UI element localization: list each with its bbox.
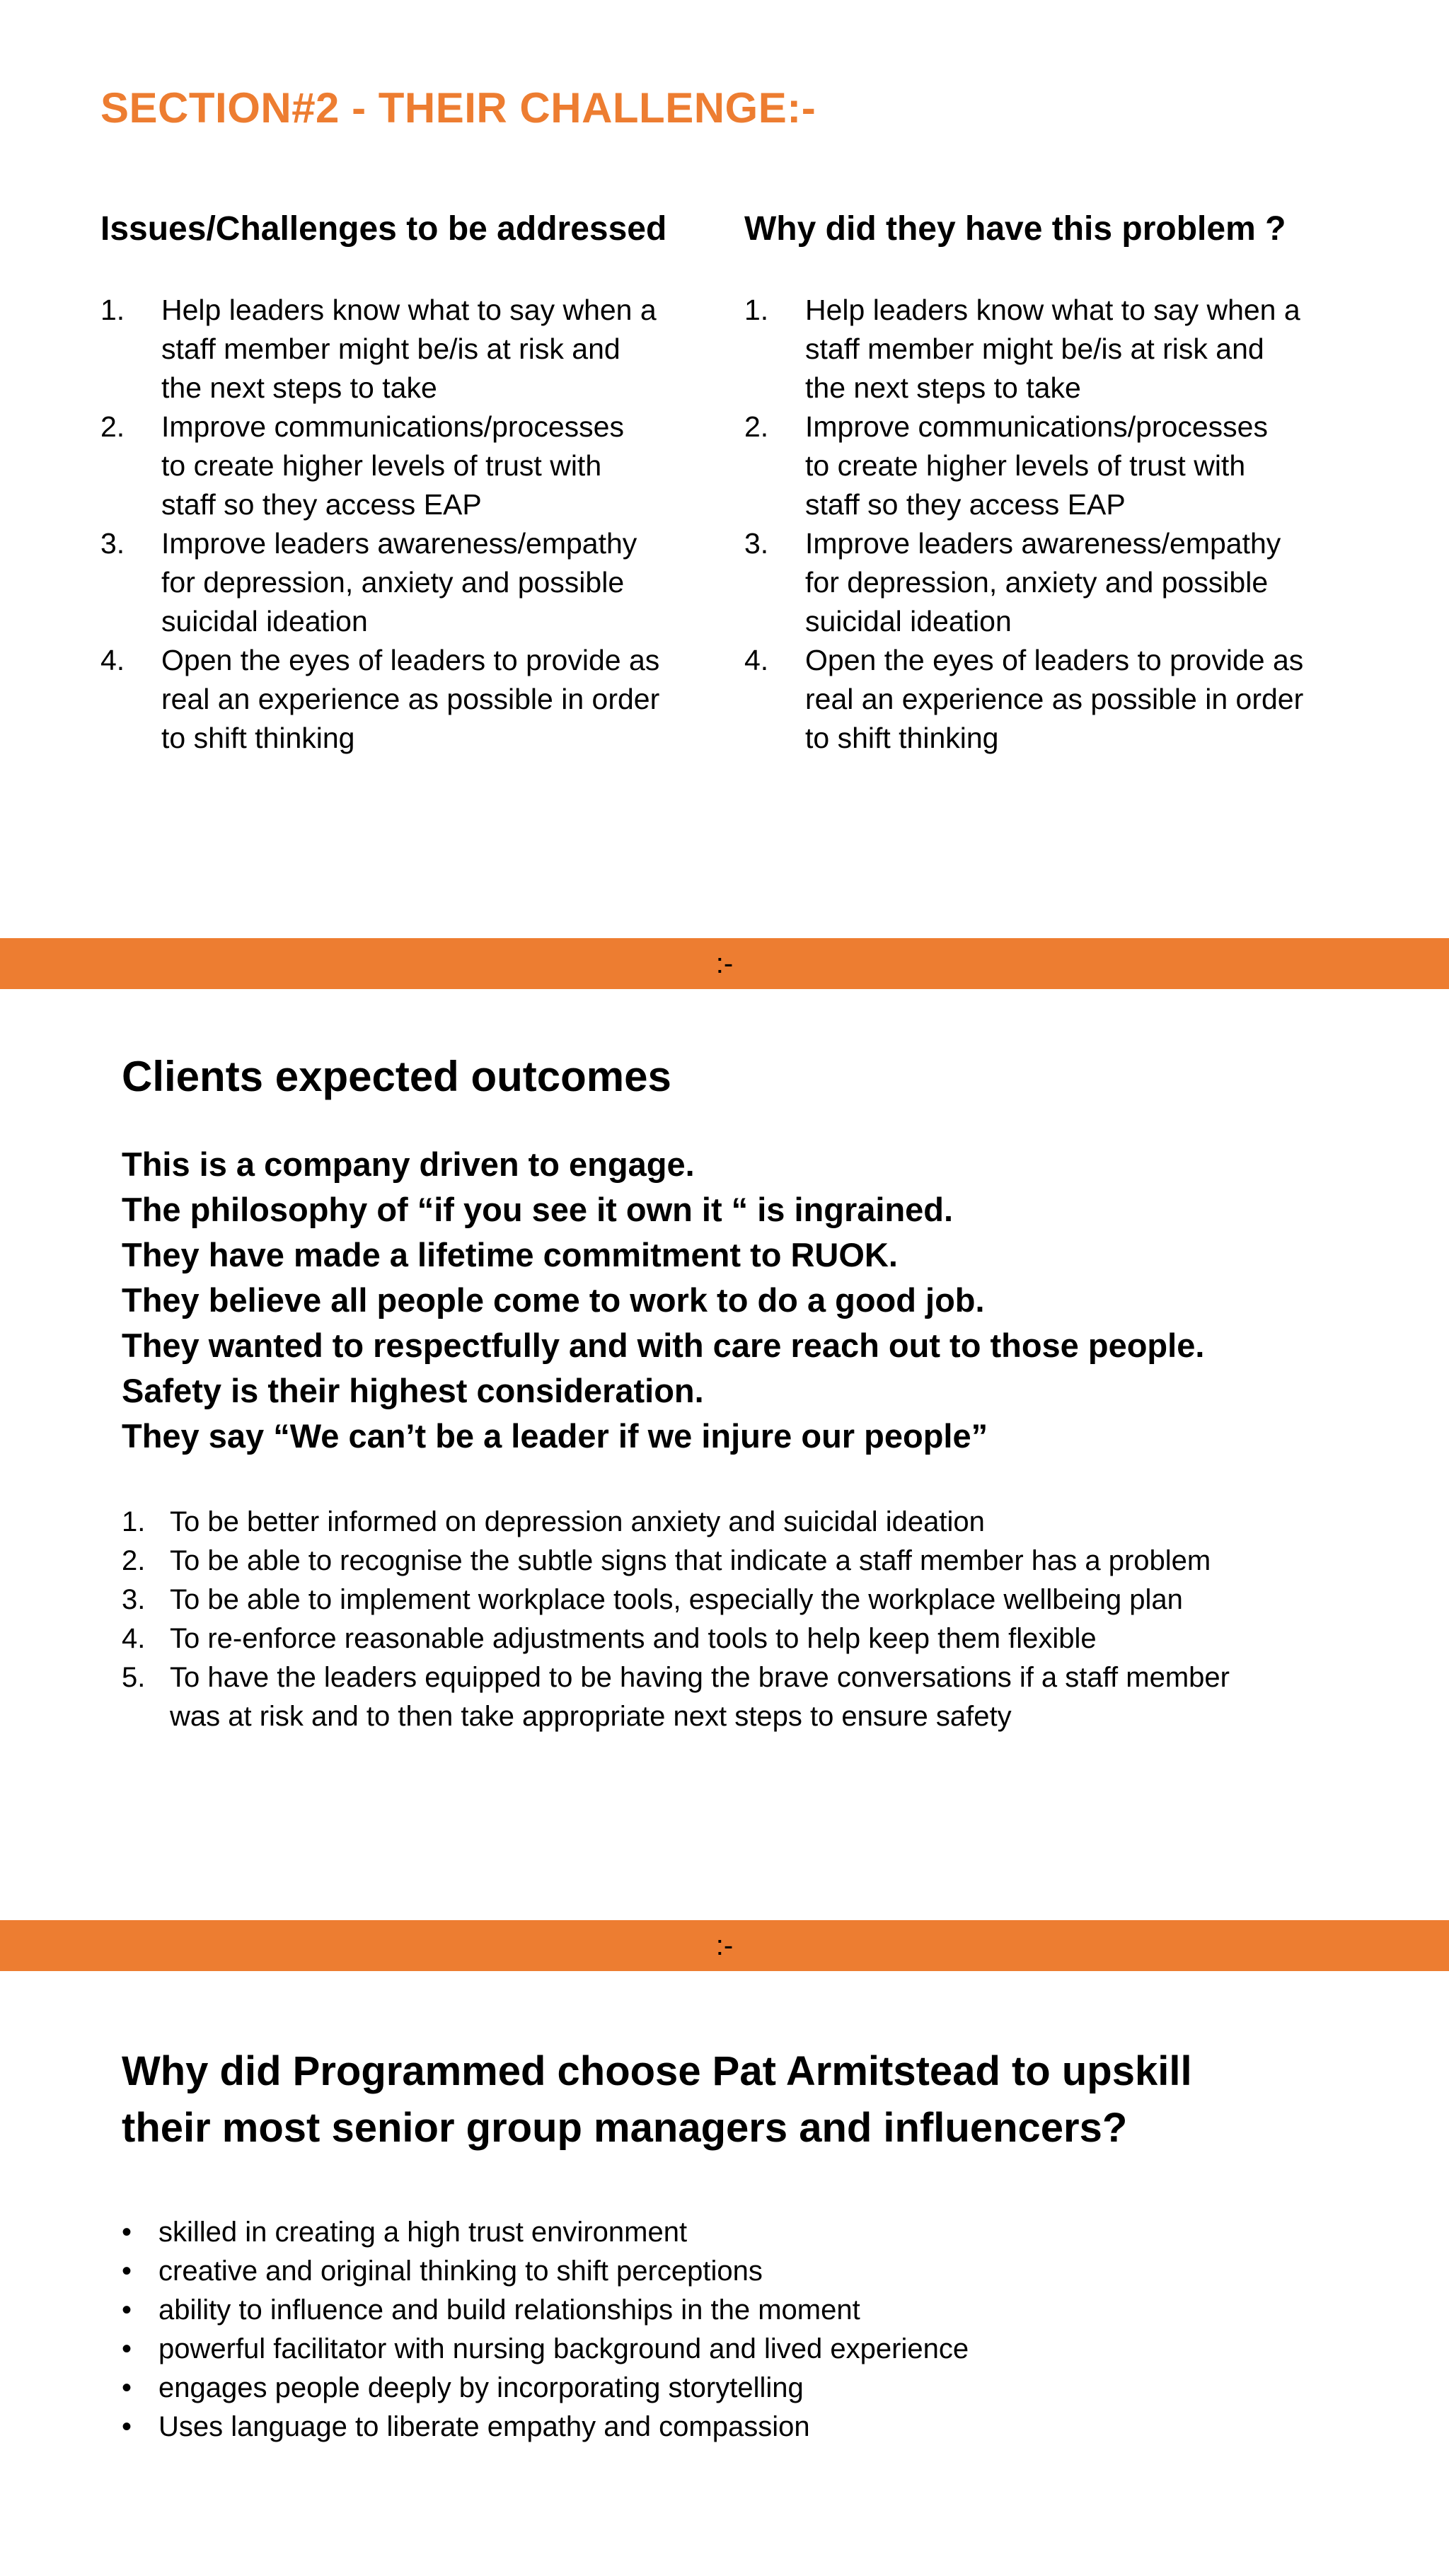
list-item-line: To be better informed on depression anxiety and suicidal ideation: [170, 1506, 985, 1537]
list-item: [122, 1542, 1395, 1581]
list-item-line: To have the leaders equipped to be having the brave conversations if a staff member: [170, 1662, 1230, 1693]
list-number: 1.: [100, 294, 125, 326]
bullet-item: [122, 2252, 1409, 2291]
bullet-icon: •: [122, 2294, 132, 2326]
bullet-text: Uses language to liberate empathy and compassion: [158, 2411, 810, 2442]
bullet-item: [122, 2330, 1409, 2369]
outcomes-list: [122, 1503, 1395, 1736]
band-text: :-: [715, 1929, 734, 1961]
list-item-line: staff so they access EAP: [161, 488, 482, 521]
list-item-line: Help leaders know what to say when a: [805, 294, 1300, 326]
list-item-line: staff member might be/is at risk and: [805, 333, 1264, 365]
list-item: [122, 1581, 1395, 1619]
list-item-line: Open the eyes of leaders to provide as: [161, 644, 660, 676]
issues-list: [100, 291, 681, 758]
divider-band: [0, 1920, 1449, 1971]
band-text: :-: [715, 947, 734, 979]
outcomes-statements: [122, 1142, 1395, 1459]
list-item-line: the next steps to take: [161, 371, 437, 404]
list-item-line: Improve leaders awareness/empathy: [805, 527, 1281, 560]
list-number: 2.: [744, 410, 769, 443]
bullet-icon: •: [122, 2333, 132, 2364]
statement-line: Safety is their highest consideration.: [122, 1372, 704, 1409]
list-item: [744, 524, 1367, 641]
why-heading: [122, 2043, 1409, 2156]
outcomes-section: [122, 1049, 1395, 1736]
divider-band: [0, 938, 1449, 989]
bullet-text: engages people deeply by incorporating storytelling: [158, 2372, 804, 2403]
problem-heading: Why did they have this problem ?: [744, 210, 1286, 248]
list-item: [744, 291, 1367, 408]
bullet-icon: •: [122, 2411, 132, 2442]
list-item-line: staff so they access EAP: [805, 488, 1126, 521]
bullet-text: creative and original thinking to shift perceptions: [158, 2256, 763, 2287]
list-item-line: Improve communications/processes: [805, 410, 1268, 443]
list-item-line: for depression, anxiety and possible: [161, 566, 625, 599]
why-heading-line: Why did Programmed choose Pat Armitstead to upskill: [122, 2048, 1192, 2094]
list-item: [744, 408, 1367, 524]
statement-line: They have made a lifetime commitment to RUOK.: [122, 1236, 898, 1273]
list-item-line: Improve leaders awareness/empathy: [161, 527, 637, 560]
bullet-item: [122, 2291, 1409, 2330]
list-item: [100, 641, 681, 758]
statement-line: This is a company driven to engage.: [122, 1145, 695, 1183]
list-number: 1.: [744, 294, 769, 326]
list-item: [100, 408, 681, 524]
list-item: [100, 291, 681, 408]
bullet-text: ability to influence and build relationships in the moment: [158, 2294, 860, 2326]
list-item-line: suicidal ideation: [161, 605, 368, 637]
list-item-line: real an experience as possible in order: [161, 683, 660, 715]
list-item-line: the next steps to take: [805, 371, 1081, 404]
list-number: 2.: [100, 410, 125, 443]
bullet-text: powerful facilitator with nursing background and lived experience: [158, 2333, 969, 2364]
list-number: 1.: [122, 1506, 146, 1537]
section-title: SECTION#2 - THEIR CHALLENGE:-: [100, 84, 816, 132]
bullet-item: [122, 2213, 1409, 2252]
list-number: 2.: [122, 1545, 146, 1576]
bullet-item: [122, 2408, 1409, 2447]
list-item-line: to shift thinking: [161, 722, 355, 754]
list-item: [122, 1658, 1395, 1736]
outcomes-heading: Clients expected outcomes: [122, 1053, 671, 1100]
list-item-line: for depression, anxiety and possible: [805, 566, 1269, 599]
list-item-line: Improve communications/processes: [161, 410, 624, 443]
list-number: 3.: [100, 527, 125, 560]
bullet-icon: •: [122, 2372, 132, 2403]
list-item-line: real an experience as possible in order: [805, 683, 1304, 715]
why-bullets: [122, 2213, 1409, 2447]
problem-list: [744, 291, 1367, 758]
list-number: 4.: [122, 1623, 146, 1654]
list-item-line: to create higher levels of trust with: [161, 449, 602, 482]
problem-column: [744, 209, 1367, 758]
list-number: 3.: [744, 527, 769, 560]
statement-line: They believe all people come to work to do a good job.: [122, 1281, 985, 1319]
list-number: 5.: [122, 1662, 146, 1693]
list-item-line: To re-enforce reasonable adjustments and tools to help keep them flexible: [170, 1623, 1097, 1654]
list-number: 4.: [744, 644, 769, 676]
bullet-text: skilled in creating a high trust environment: [158, 2217, 688, 2248]
list-item: [122, 1619, 1395, 1658]
why-section: [122, 2043, 1409, 2447]
list-item-line: To be able to recognise the subtle signs that indicate a staff member has a problem: [170, 1545, 1211, 1576]
list-item-line: was at risk and to then take appropriate next steps to ensure safety: [170, 1701, 1012, 1732]
list-item-line: To be able to implement workplace tools, especially the workplace wellbeing plan: [170, 1584, 1183, 1615]
issues-column: [100, 209, 681, 758]
why-heading-line: their most senior group managers and influencers?: [122, 2105, 1128, 2151]
list-item-line: suicidal ideation: [805, 605, 1012, 637]
list-item-line: Open the eyes of leaders to provide as: [805, 644, 1304, 676]
statement-line: The philosophy of “if you see it own it “ is ingrained.: [122, 1191, 954, 1228]
bullet-icon: •: [122, 2256, 132, 2287]
issues-heading: Issues/Challenges to be addressed: [100, 210, 667, 248]
list-item-line: to shift thinking: [805, 722, 999, 754]
list-item: [100, 524, 681, 641]
bullet-icon: •: [122, 2217, 132, 2248]
list-item: [744, 641, 1367, 758]
bullet-item: [122, 2369, 1409, 2408]
list-item-line: to create higher levels of trust with: [805, 449, 1246, 482]
statement-line: They say “We can’t be a leader if we injure our people”: [122, 1417, 988, 1455]
list-item-line: staff member might be/is at risk and: [161, 333, 620, 365]
list-number: 4.: [100, 644, 125, 676]
statement-line: They wanted to respectfully and with care reach out to those people.: [122, 1327, 1205, 1364]
list-item: [122, 1503, 1395, 1542]
list-number: 3.: [122, 1584, 146, 1615]
list-item-line: Help leaders know what to say when a: [161, 294, 657, 326]
